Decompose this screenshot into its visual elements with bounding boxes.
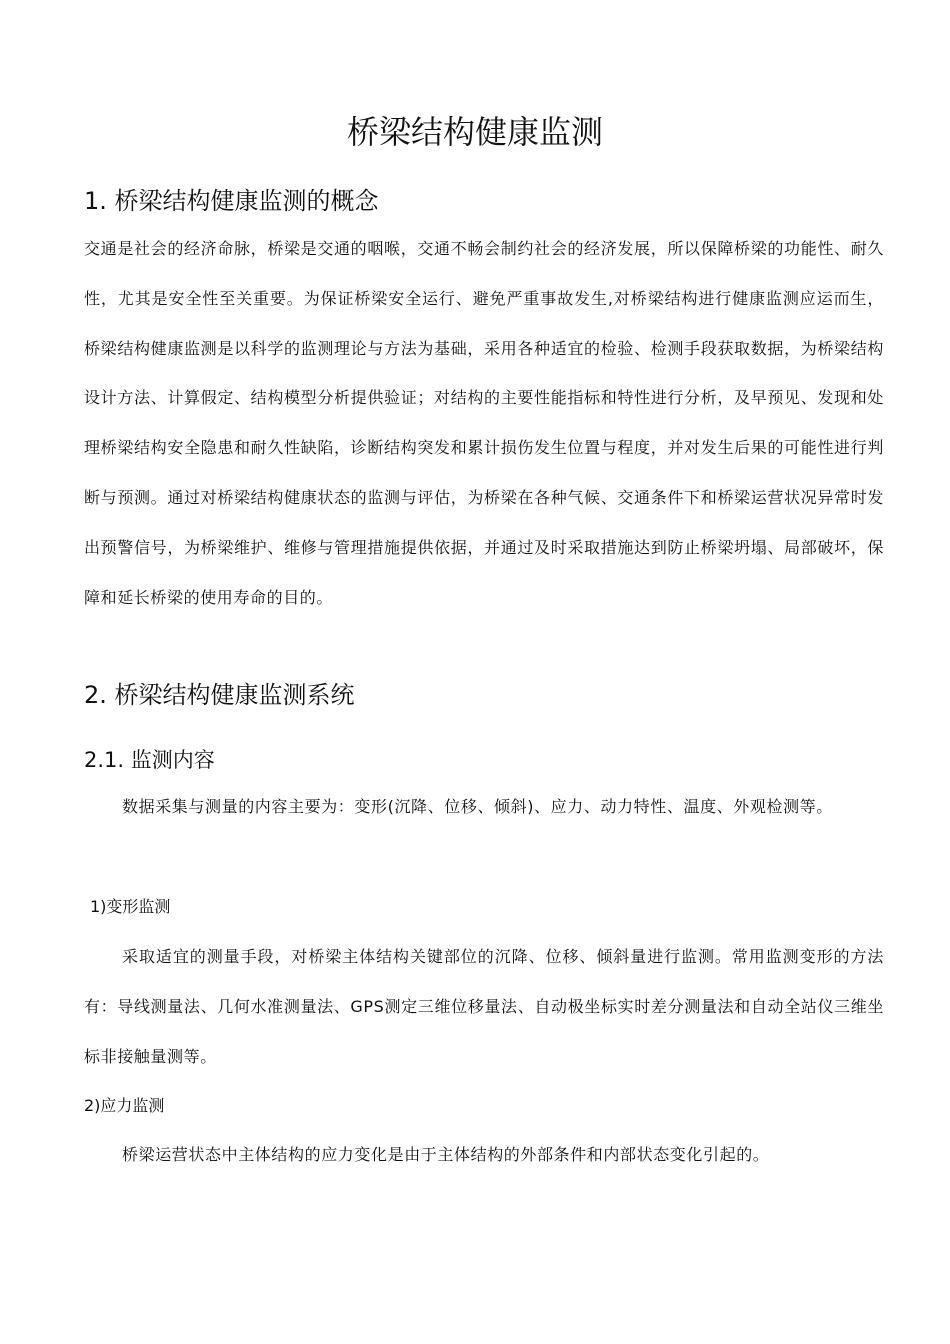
item-1-label: 1)变形监测	[90, 897, 171, 916]
item-1-body: 采取适宜的测量手段，对桥梁主体结构关键部位的沉降、位移、倾斜量进行监测。常用监测变形的方法有：导线测量法、几何水准测量法、GPS测定三维位移量法、自动极坐标实时差分测量法和自动全站仪三维坐标非接触量测等。	[84, 947, 884, 1066]
section-2-heading: 2. 桥梁结构健康监测系统	[84, 681, 355, 709]
item-2-body: 桥梁运营状态中主体结构的应力变化是由于主体结构的外部条件和内部状态变化引起的。	[122, 1145, 770, 1164]
section-1-heading: 1. 桥梁结构健康监测的概念	[84, 187, 379, 215]
document-title: 桥梁结构健康监测	[346, 113, 603, 151]
subsection-2-1-heading: 2.1. 监测内容	[84, 748, 215, 772]
item-2-label: 2)应力监测	[84, 1096, 165, 1115]
subsection-2-1-intro: 数据采集与测量的内容主要为：变形(沉降、位移、倾斜)、应力、动力特性、温度、外观检测等。	[122, 797, 833, 816]
section-1-body: 交通是社会的经济命脉，桥梁是交通的咽喉，交通不畅会制约社会的经济发展，所以保障桥梁的功能性、耐久性，尤其是安全性至关重要。为保证桥梁安全运行、避免严重事故发生,对桥梁结构进行健康监测应运而生，桥梁结构健康监测是以科学的监测理论与方法为基础，采用各种适宜的检验、检测手段获取数据，为桥梁结构设计方法、计算假定、结构模型分析提供验证；对结构的主要性能指标和特性进行分析，及早预见、发现和处理桥梁结构安全隐患和耐久性缺陷，诊断结构突发和累计损伤发生位置与程度，并对发生后果的可能性进行判断与预测。通过对桥梁结构健康状态的监测与评估，为桥梁在各种气候、交通条件下和桥梁运营状况异常时发出预警信号，为桥梁维护、维修与管理措施提供依据，并通过及时采取措施达到防止桥梁坍塌、局部破坏，保障和延长桥梁的使用寿命的目的。	[84, 239, 884, 607]
